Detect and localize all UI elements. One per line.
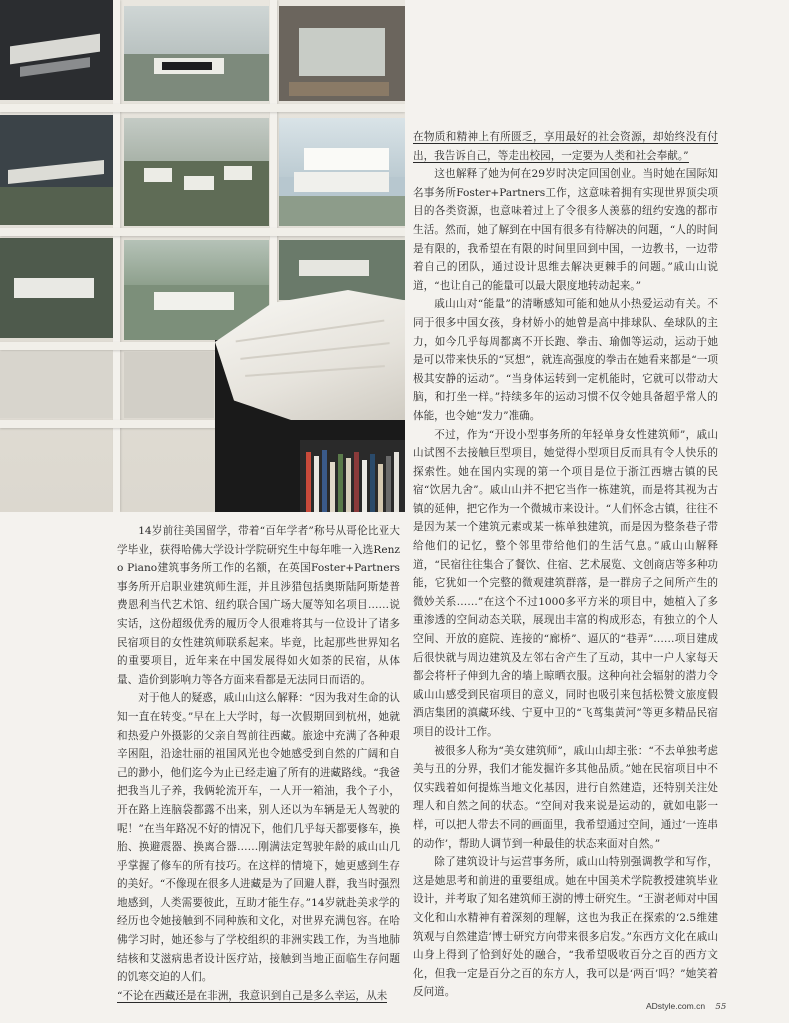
framed-image [0, 0, 113, 100]
article-column-right [413, 128, 718, 1002]
page-number: 55 [715, 1002, 727, 1012]
architecture-photo [0, 0, 405, 512]
framed-image [0, 238, 113, 338]
framed-image [124, 352, 214, 418]
paragraph: 这也解释了她为何在29岁时决定回国创业。当时她在国际知名事务所Foster+Partners工作，这意味着拥有实现世界顶尖项目的各类资源，也意味着过上了令很多人羡慕的纽约安逸的都市生活。然而，她了解到在中国有很多有待解决的问题，“人的时间是有限的，我希望在有限的时间里回到中国，一边教书，一边带着自己的团队，通过设计思维去解决更棘手的问题。”戚山山说道，“也让自己的能量可以最大限度地转动起来。” [413, 168, 718, 292]
framed-image [0, 115, 113, 225]
paragraph: 14岁前往美国留学，带着“百年学者”称号从哥伦比亚大学毕业，获得哈佛大学设计学院研究生中每年唯一入选Renzo Piano建筑事务所工作的名额，在英国Foster+Partners事务所开启职业建筑师生涯，并且涉猎包括奥斯陆阿斯楚普费恩利当代艺术馆、纽约联合国广场大厦等知名项目……说实话，这份超级优秀的履历令人很难将其与一位设计了诸多民宿项目的女性建筑师联系起来。毕竟，比起那些世界知名的重要项目，近年来在中国发展得如火如荼的民宿，从体量、造价到影响力等各方面来看都是无法同日而语的。 [117, 525, 400, 686]
paragraph: 戚山山对“能量”的清晰感知可能和她从小热爱运动有关。不同于很多中国女孩，身材娇小的她曾是高中排球队、垒球队的主力，如今几乎每周都离不开长跑、拳击、瑜伽等运动，运动于她是可以带来快乐的“冥想”，就连高强度的拳击在她看来都是“一项极其安静的运动”。“当身体运转到一定机能时，它就可以带动大脑，和打坐一样。”持续多年的运动习惯不仅令她具备超乎常人的体能，也令她“发力”准确。 [413, 298, 718, 422]
framed-image [124, 6, 269, 101]
paragraph: 被很多人称为“美女建筑师”，戚山山却主张：“不去单独考虑美与丑的分界，我们才能发掘许多其他品质。”她在民宿项目中不仅实践着如何提炼当地文化基因，进行自然建造，还特别关注处理人和自然之间的状态。“空间对我来说是运动的，就如电影一样，可以把人带去不同的画面里，我希望通过空间，通过‘一连串的动作’，帮助人调节到一种最佳的状态来面对自然。” [413, 744, 718, 850]
framed-image [0, 352, 113, 418]
paragraph: “不论在西藏还是在非洲，我意识到自己是多么幸运，从未 [117, 989, 388, 1002]
framed-image [279, 240, 405, 300]
paragraph: 除了建筑设计与运营事务所，戚山山特别强调教学和写作，这是她思考和前进的重要组成。她在中国美术学院教授建筑毕业设计，并考取了知名建筑师王澍的博士研究生。“王澍老师对中国文化和山水精神有着深刻的理解，这也为我正在探索的‘2.5维建筑观与自然建造’博士研究方向带来很多启发。”东西方文化在戚山山身上得到了恰到好处的融合，“我希望吸收百分之百的西方文化，但我一定是百分之百的东方人，我可以是‘两百’吗？”她笑着反问道。 [413, 856, 718, 999]
page-footer [646, 1001, 726, 1012]
paragraph: 对于他人的疑惑，戚山山这么解释：“因为我对生命的认知一直在转变。”早在上大学时，每一次假期回到杭州，她就和热爱户外摄影的父亲自驾前往西藏。旅途中充满了各种艰辛困阻，沿途壮丽的祖国风光也令她感受到自然的广阔和自己的渺小，他们迄今为止已经走遍了所有的进藏路线。“我爸把我当儿子养，我俩轮流开车，一人开一箱油，我个子小，开在路上连脑袋都露不出来，别人还以为车辆是无人驾驶的呢！”在当年路况不好的情况下，他们几乎每天都要修车，换胎、换避震器、换离合器……刚满法定驾驶年龄的戚山山几乎掌握了修车的所有技巧。在这样的情境下，她更感到生存的美好。“不像现在很多人进藏是为了回避人群，我当时强烈地感到，人类需要彼此，互助才能生存。”14岁就赴美求学的经历也令她接触到不同种族和文化，对世界充满包容。在哈佛学习时，她还参与了学校组织的非洲实践工作，为当地肺结核和艾滋病患者设计医疗站，接触到当地正面临生存问题的饥寒交迫的人们。 [117, 692, 400, 984]
book-stack [300, 440, 405, 512]
paragraph: 在物质和精神上有所匮乏，享用最好的社会资源，却始终没有付出，我告诉自己，等走出校园，一定要为人类和社会奉献。” [413, 131, 718, 162]
paragraph: 不过，作为“开设小型事务所的年轻单身女性建筑师”，戚山山试图不去接触巨型项目，她觉得小型项目反而具有令人快乐的探索性。她在国内实现的第一个项目是位于浙江西塘古镇的民宿“饮居九舍”。戚山山并不把它当作一栋建筑，而是将其视为古镇的延伸，把它作为一个微城市来设计。“人们怀念古镇，往往不是因为某一个建筑元素或某一栋单独建筑，而是因为整条巷子带给他们的记忆，整个邻里带给他们的生活气息。”戚山山解释道，“民宿往往集合了餐饮、住宿、艺术展览、文创商店等多种功能，它犹如一个完整的微观建筑群落，是一群房子之间所产生的微妙关系……”在这个不过1000多平方米的项目中，她植入了多重渗透的空间动态关联，展现出丰富的构成形态，有独立的个人空间、开放的庭院、连接的“廊桥”、逼仄的“巷弄”……项目建成后很快就与周边建筑及左邻右舍产生了互动，其中一户人家每天都会将杆子伸到九舍的墙上晾晒衣服。这种向社会辐射的潜力令戚山山感受到民宿项目的意义，同时也吸引来包括松赞文旅度假酒店集团的滇藏环线、宁夏中卫的“飞茑集黄河”等更多精品民宿项目的设计工作。 [413, 428, 718, 738]
framed-image [124, 118, 269, 226]
site-url: ADstyle.com.cn [646, 1001, 706, 1011]
framed-image [279, 6, 405, 101]
article-column-left [117, 522, 400, 1005]
framed-image [279, 118, 405, 226]
